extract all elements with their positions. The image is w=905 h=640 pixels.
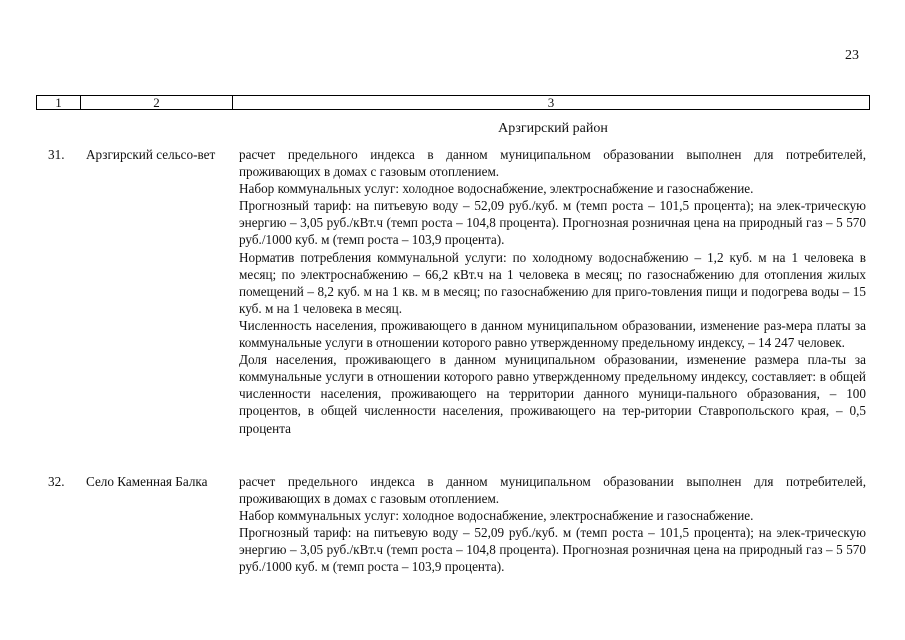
page-number: 23 <box>845 48 859 63</box>
table-header-col-3: 3 <box>547 95 555 110</box>
entry-paragraph: Численность населения, проживающего в данном муниципальном образовании, изменение раз-мера платы за коммунальные услуги в отношении которого равно утвержденному предельному индексу, – 14 247 человек. <box>239 317 866 351</box>
entry-number: 32. <box>48 474 65 489</box>
section-title: Арзгирский район <box>498 121 608 136</box>
entry-paragraph: Набор коммунальных услуг: холодное водоснабжение, электроснабжение и газоснабжение. <box>239 181 754 197</box>
entry-paragraph: Прогнозный тариф: на питьевую воду – 52,09 руб./куб. м (темп роста – 101,5 процента); на элек-трическую энергию – 3,05 руб./кВт.ч (темп роста – 104,8 процента). Прогнозная розничная цена на природный газ – 5 570 руб./1000 куб. м (темп роста – 103,9 процента). <box>239 525 866 575</box>
entry-paragraph: расчет предельного индекса в данном муниципальном образовании выполнен для потребителей, проживающих в домах с газовым отоплением. <box>239 474 866 507</box>
entry-paragraph: Прогнозный тариф: на питьевую воду – 52,09 руб./куб. м (темп роста – 101,5 процента); на элек-трическую энергию – 3,05 руб./кВт.ч (темп роста – 104,8 процента). Прогнозная розничная цена на природный газ – 5 570 руб./1000 куб. м (темп роста – 103,9 процента). <box>239 198 866 248</box>
entry-number: 31. <box>48 147 65 162</box>
entry-description <box>239 473 866 576</box>
entry-description <box>239 146 866 437</box>
entry-paragraph: расчет предельного индекса в данном муниципальном образовании выполнен для потребителей, проживающих в домах с газовым отоплением. <box>239 147 866 180</box>
entry-paragraph: Набор коммунальных услуг: холодное водоснабжение, электроснабжение и газоснабжение. <box>239 508 754 524</box>
entry-municipality-name: Село Каменная Балка <box>86 474 208 489</box>
entry-paragraph: Норматив потребления коммунальной услуги: по холодному водоснабжению – 1,2 куб. м на 1 человека в месяц; по электроснабжению – 66,2 кВт.ч на 1 человека в месяц; по газоснабжению для отопления жилых помещений – 8,2 куб. м на 1 кв. м в месяц; по газоснабжению для приго-товления пищи и подогрева воды – 15 куб. м на 1 человека в месяц. <box>239 249 866 316</box>
table-header-col-1: 1 <box>37 96 81 109</box>
table-header-row <box>36 95 870 110</box>
entry-paragraph: Доля населения, проживающего в данном муниципальном образовании, изменение размера пла-ты за коммунальные услуги в отношении которого равно утвержденному предельному индексу, составляет: в общей численности населения, проживающего на территории данного муници-пального образования, – 100 процентов, в общей численности населения, проживающего на тер-ритории Ставропольского края, – 0,5 процента <box>239 352 866 436</box>
entry-municipality-name: Арзгирский сельсо-вет <box>86 147 216 162</box>
table-header-col-2: 2 <box>81 96 233 109</box>
